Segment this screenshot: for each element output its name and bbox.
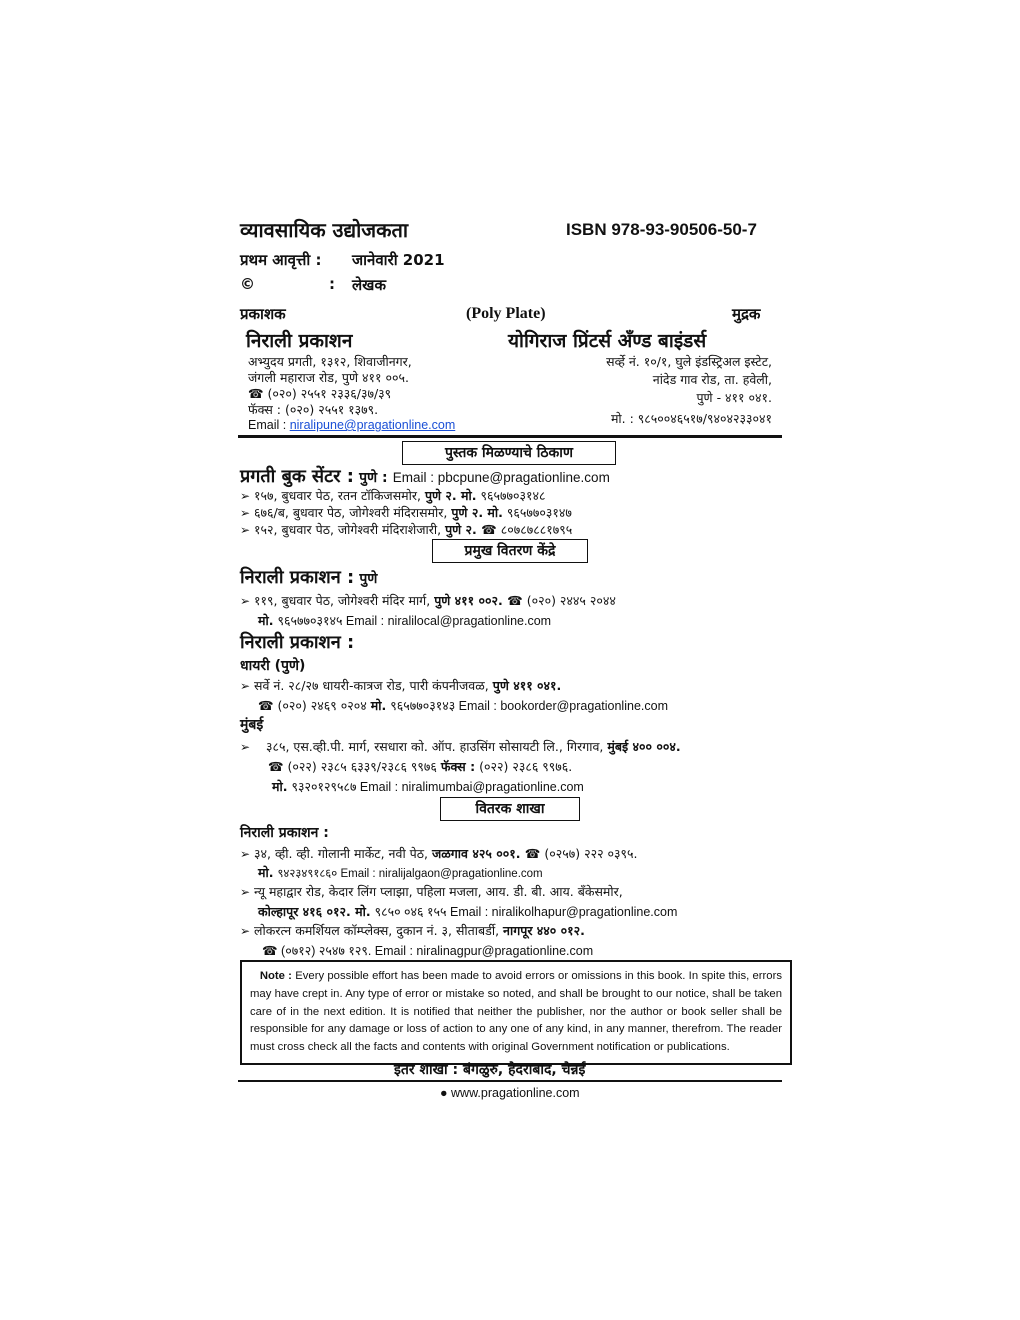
note-text: Every possible effort has been made to avoid errors or omissions in this book. In spite this, errors may have crept in. Any type of error or mistake so noted, and shall be brought to our notice, shall be taken care of in the next edition. It is notified that neither the publisher, nor the author or book seller shall be responsible for any damage or loss of action to any one of any kind, in any manner, therefrom. The reader must cross check all the facts and contents with original Government notification or publications.	[250, 970, 782, 1054]
list-item: ➢ न्यू महाद्वार रोड, केदार लिंग प्लाझा, पहिला मजला, आय. डी. बी. आय. बँकेसमोर,	[240, 884, 623, 899]
dhayari-mobile-email: ९६५७७०३१४३ Email : bookorder@pragationline.com	[390, 699, 668, 713]
printer-address-2: नांदेड गाव रोड, ता. हवेली,	[652, 372, 772, 387]
distribution-heading: प्रमुख वितरण केंद्रे	[432, 539, 588, 563]
arrow-bullet-icon: ➢	[240, 847, 251, 861]
kolhapur-mobile-email: ९८५० ०४६ १५५ Email : niralikolhapur@pragationline.com	[374, 905, 678, 919]
printer-label: मुद्रक	[732, 305, 761, 323]
isbn: ISBN 978-93-90506-50-7	[566, 220, 757, 239]
distribution-pune-city: पुणे	[359, 571, 378, 587]
arrow-bullet-icon: ➢	[240, 885, 251, 899]
publisher-name: निराली प्रकाशन	[246, 330, 353, 352]
list-item: ➢ ६७६/ब, बुधवार पेठ, जोगेश्वरी मंदिरासमोर, पुणे २. मो. ९६५७७०३१४७	[240, 505, 572, 520]
arrow-bullet-icon: ➢	[240, 506, 251, 520]
bottom-rule	[238, 1080, 782, 1082]
arrow-bullet-icon: ➢	[240, 740, 251, 754]
plate-type: (Poly Plate)	[466, 305, 546, 322]
printer-name: योगिराज प्रिंटर्स अँण्ड बाइंडर्स	[508, 330, 707, 352]
copyright-sep: :	[329, 275, 335, 293]
arrow-bullet-icon: ➢	[240, 924, 251, 938]
mumbai-mobile-email: ९३२०१२९५८७ Email : niralimumbai@pragationline.com	[291, 780, 584, 794]
book-center-email: Email : pbcpune@pragationline.com	[392, 470, 610, 485]
branches-heading: वितरक शाखा	[440, 797, 580, 821]
arrow-bullet-icon: ➢	[240, 489, 251, 503]
printer-address-1: सर्व्हे नं. १०/१, घुले इंडस्ट्रिअल इस्टेट,	[606, 354, 772, 369]
publisher-email-label: Email :	[248, 418, 287, 432]
other-branches: इतर शाखा : बंगळुरु, हैदराबाद, चेन्नई	[394, 1062, 586, 1078]
list-item: ➢ १५७, बुधवार पेठ, रतन टॉकिजसमोर, पुणे २. मो. ९६५७७०३१४८	[240, 488, 546, 503]
publisher-email-link[interactable]: niralipune@pragationline.com	[289, 418, 456, 432]
note-label: Note :	[259, 970, 292, 982]
arrow-bullet-icon: ➢	[240, 594, 251, 608]
book-center-name: प्रगती बुक सेंटर :	[240, 466, 354, 487]
website-link[interactable]: ● www.pragationline.com	[440, 1086, 580, 1100]
printer-address-3: पुणे - ४११ ०४१.	[696, 390, 772, 405]
availability-heading: पुस्तक मिळण्याचे ठिकाण	[402, 441, 616, 465]
list-item: ➢ लोकरत्न कमर्शियल कॉम्प्लेक्स, दुकान नं. ३, सीताबर्डी, नागपूर ४४० ०१२.	[240, 923, 585, 938]
pune-mobile-email: ९६५७७०३१४५ Email : niralilocal@pragationline.com	[277, 614, 552, 628]
arrow-bullet-icon: ➢	[240, 523, 251, 537]
mumbai-label: मुंबई	[240, 717, 264, 733]
list-item: ➢ ३४, व्ही. व्ही. गोलानी मार्केट, नवी पेठ, जळगाव ४२५ ००१. ☎ (०२५७) २२२ ०३९५.	[240, 846, 638, 861]
divider-rule	[238, 435, 782, 438]
book-center-city: पुणे :	[359, 470, 388, 486]
list-item: ➢ सर्वे नं. २८/२७ धायरी-कात्रज रोड, पारी कंपनीजवळ, पुणे ४११ ०४१.	[240, 678, 562, 693]
edition-label: प्रथम आवृत्ती :	[240, 251, 322, 269]
book-title: व्यावसायिक उद्योजकता	[240, 218, 409, 242]
publisher-fax: फॅक्स : (०२०) २५५१ १३७९.	[248, 402, 379, 417]
distribution-pune-name: निराली प्रकाशन :	[240, 567, 355, 588]
branches-name: निराली प्रकाशन :	[240, 825, 329, 841]
publisher-address-1: अभ्युदय प्रगती, १३१२, शिवाजीनगर,	[248, 354, 412, 369]
publisher-phone: ☎ (०२०) २५५१ २३३६/३७/३९	[248, 386, 392, 401]
jalgaon-mobile-email: ९४२३४९१८६० Email : niralijalgaon@pragationline.com	[277, 868, 543, 880]
distribution-second-name: निराली प्रकाशन :	[240, 632, 355, 653]
arrow-bullet-icon: ➢	[240, 679, 251, 693]
publisher-address-2: जंगली महाराज रोड, पुणे ४११ ००५.	[248, 370, 409, 385]
list-item: ➢ ३८५, एस.व्ही.पी. मार्ग, रसधारा को. ऑप. हाउसिंग सोसायटी लि., गिरगाव, मुंबई ४०० ००४.	[240, 739, 681, 754]
edition-value: जानेवारी 2021	[352, 251, 445, 269]
disclaimer-note	[240, 960, 792, 1065]
dhayari-label: धायरी (पुणे)	[240, 658, 306, 674]
copyright-symbol: ©	[240, 275, 255, 293]
publisher-label: प्रकाशक	[240, 305, 286, 323]
nagpur-phone-email: ☎ (०७१२) २५४७ १२९. Email : niralinagpur@pragationline.com	[262, 944, 594, 958]
printer-mobile: मो. : ९८५००४६५१७/९४०४२३३०४१	[610, 411, 772, 426]
list-item: ➢ १५२, बुधवार पेठ, जोगेश्वरी मंदिराशेजारी, पुणे २. ☎ ८०७८७८८१७९५	[240, 522, 573, 537]
list-item: ➢ ११९, बुधवार पेठ, जोगेश्वरी मंदिर मार्ग, पुणे ४११ ००२. ☎ (०२०) २४४५ २०४४	[240, 593, 616, 608]
copyright-value: लेखक	[352, 276, 386, 294]
